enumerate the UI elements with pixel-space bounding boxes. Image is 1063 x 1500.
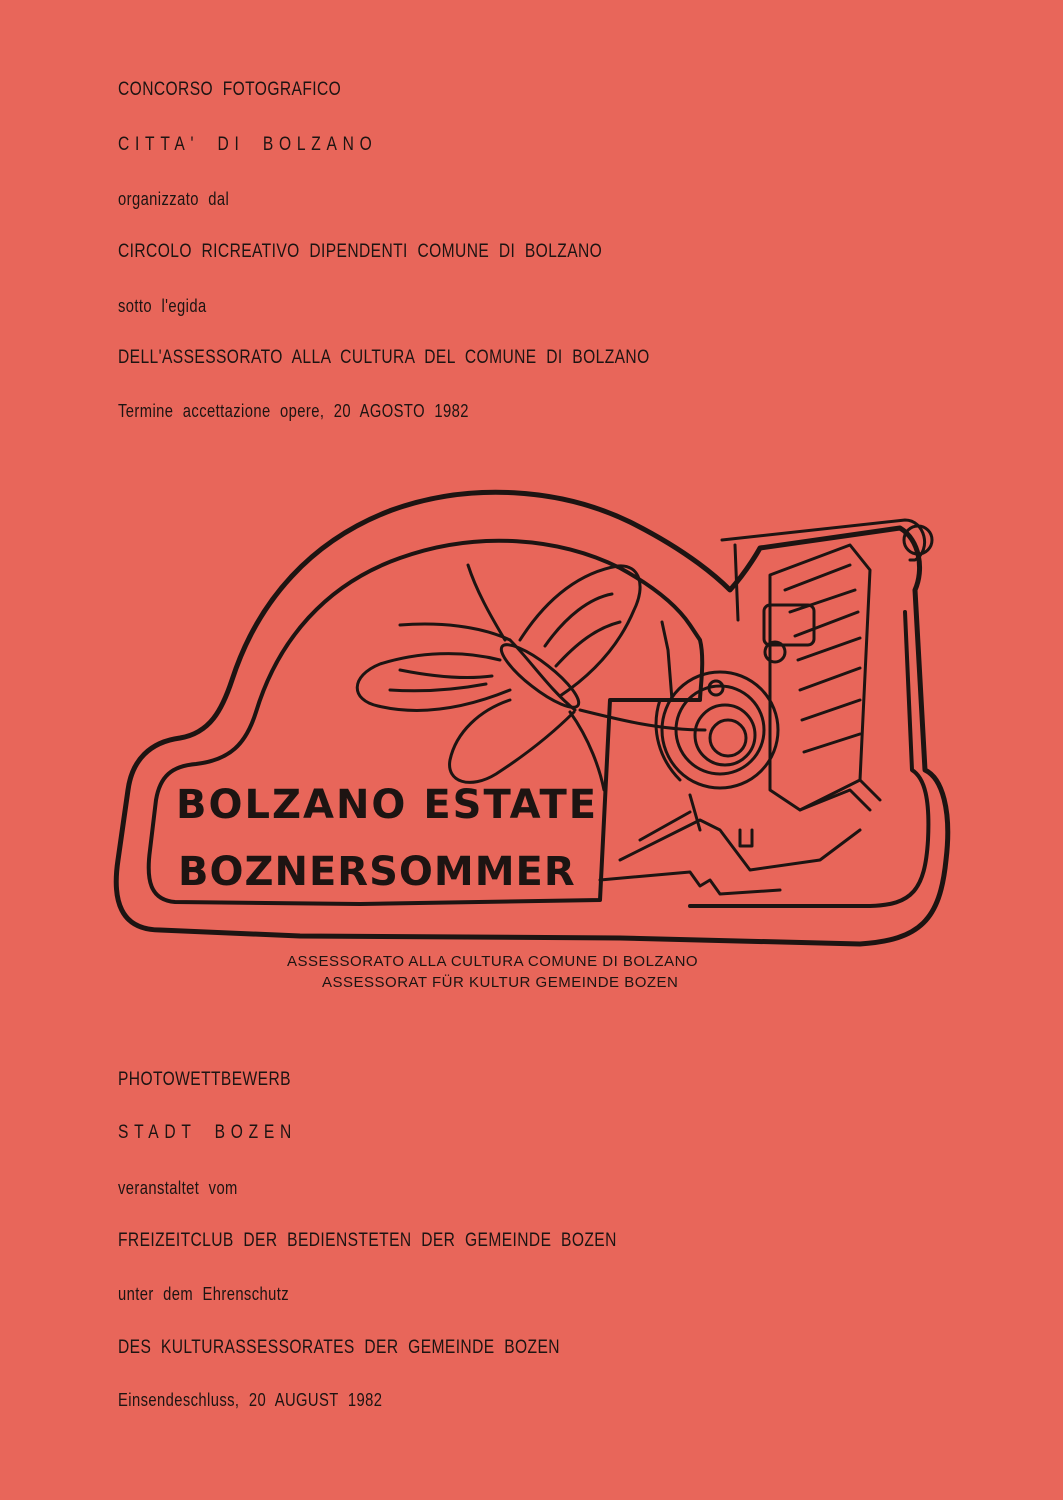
italian-title-line1: CONCORSO FOTOGRAFICO [118, 79, 342, 100]
camera-drawing [600, 520, 932, 894]
german-patron: DES KULTURASSESSORATES DER GEMEINDE BOZEN [118, 1337, 560, 1358]
butterfly-drawing [357, 565, 705, 790]
logo-title-line2: BOZNERSOMMER [178, 849, 576, 895]
logo-caption-line2: ASSESSORAT FÜR KULTUR GEMEINDE BOZEN [322, 974, 679, 991]
italian-organized-by-label: organizzato dal [118, 189, 230, 209]
german-patronage-label: unter dem Ehrenschutz [118, 1284, 290, 1304]
german-deadline: Einsendeschluss, 20 AUGUST 1982 [118, 1390, 383, 1410]
italian-deadline: Termine accettazione opere, 20 AGOSTO 1982 [118, 401, 469, 421]
italian-patronage-label: sotto l'egida [118, 296, 207, 316]
italian-organizer: CIRCOLO RICREATIVO DIPENDENTI COMUNE DI BOLZANO [118, 241, 603, 262]
german-organized-by-label: veranstaltet vom [118, 1178, 238, 1198]
italian-patron: DELL'ASSESSORATO ALLA CULTURA DEL COMUNE DI BOLZANO [118, 347, 650, 368]
italian-title-line2: CITTA' DI BOLZANO [118, 134, 378, 155]
logo-title-line1: BOLZANO ESTATE [176, 782, 599, 828]
german-title-line1: PHOTOWETTBEWERB [118, 1069, 291, 1090]
german-organizer: FREIZEITCLUB DER BEDIENSTETEN DER GEMEINDE BOZEN [118, 1230, 617, 1251]
german-title-line2: STADT BOZEN [118, 1122, 297, 1143]
logo-caption-line1: ASSESSORATO ALLA CULTURA COMUNE DI BOLZANO [287, 953, 699, 970]
